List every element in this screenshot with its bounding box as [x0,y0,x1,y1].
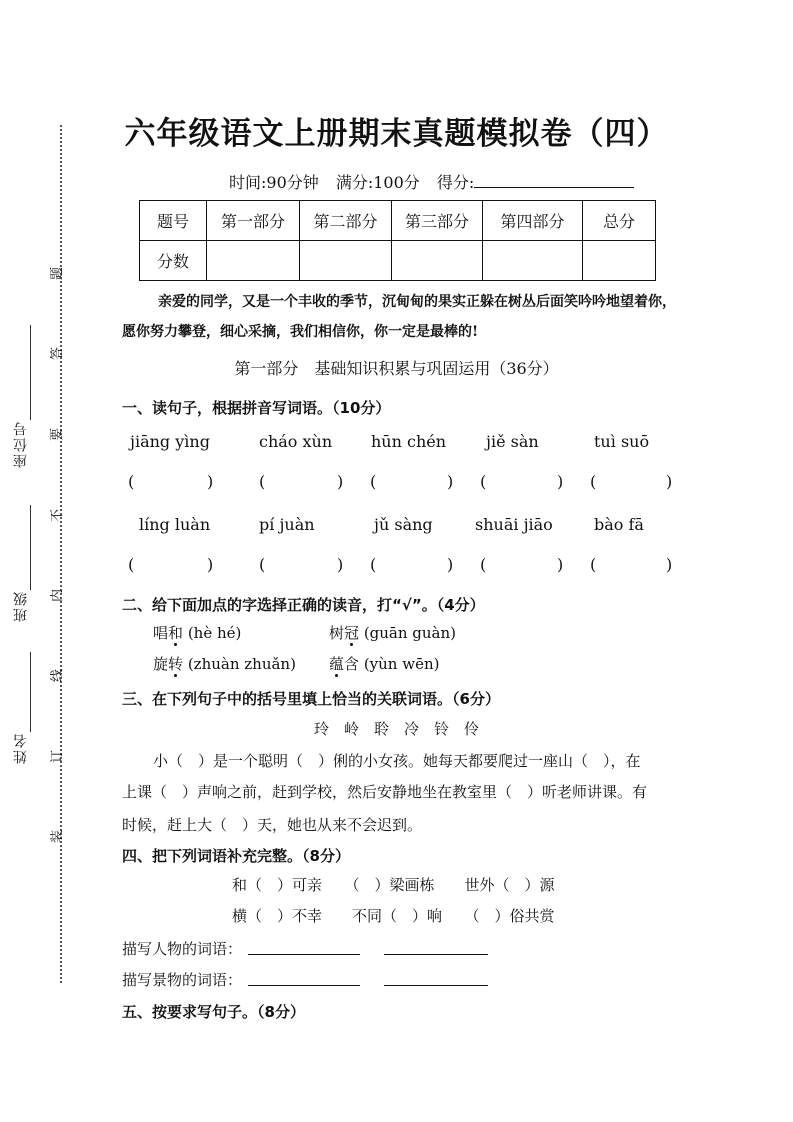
seal-char: 题 [50,266,66,281]
table-header: 题号 [140,201,207,241]
full-score-info: 满分:100分 [335,173,420,192]
score-cell[interactable] [207,241,300,281]
dotted-char: 转 [168,655,184,673]
page-title: 六年级语文上册期末真题模拟卷（四） [124,116,669,152]
name-label: 姓名 [13,732,29,764]
seal-char: 线 [50,668,66,683]
answer-bracket-close[interactable]: ) [337,472,344,491]
score-table-score-row [140,241,656,281]
reading-choice[interactable] [329,622,456,643]
seat-label: 座位号 [13,420,29,468]
answer-bracket-close[interactable]: ) [207,472,214,491]
binding-dotted-line [60,125,62,983]
pinyin-item: bào fā [594,515,644,534]
answer-line[interactable] [248,954,360,955]
people-words-label: 描写人物的词语： [122,940,243,958]
seal-char: 要 [50,427,66,442]
class-label: 班级 [13,590,29,622]
question-3-title: 三、在下列句子中的括号里填上恰当的关联词语。（6分） [122,690,500,708]
score-cell[interactable] [300,241,392,281]
pinyin-options: (zhuàn zhuǎn) [187,655,296,673]
pinyin-options: (yùn wēn) [363,655,440,673]
score-cell[interactable] [392,241,483,281]
table-header: 第三部分 [392,201,483,241]
pinyin-item: líng luàn [139,515,211,534]
idiom-line: 和（ ）可亲 （ ）梁画栋 世外（ ）源 [232,876,555,894]
char: 旋 [153,655,169,673]
seal-char: 订 [50,749,66,764]
answer-bracket-close[interactable]: ) [666,472,673,491]
table-header: 第二部分 [300,201,392,241]
question-5-title: 五、按要求写句子。（8分） [122,1003,305,1021]
char: 唱 [153,624,169,642]
dotted-char: 冠 [344,624,360,642]
pinyin-item: jǔ sàng [374,515,433,534]
table-header: 第四部分 [483,201,583,241]
seal-char: 不 [50,508,66,523]
pinyin-item: jiě sàn [486,432,539,451]
intro-paragraph: 亲爱的同学，又是一个丰收的季节，沉甸甸的果实正躲在树丛后面笑吟吟地望着你，愿你努力攀登，细心采摘，我们相信你，你一定是最棒的! [122,294,676,340]
pinyin-item: pí juàn [259,515,315,534]
table-header: 第一部分 [207,201,300,241]
answer-bracket-open[interactable]: ( [590,472,597,491]
passage-line: 小（ ）是一个聪明（ ）俐的小女孩。她每天都要爬过一座山（ ），在 [153,752,641,770]
answer-bracket-open[interactable]: ( [480,472,487,491]
pinyin-item: tuì suō [594,432,650,451]
answer-bracket-close[interactable]: ) [207,555,214,574]
section-heading: 第一部分 基础知识积累与巩固运用（36分） [234,359,559,378]
row-label: 分数 [140,241,207,281]
exam-info [229,170,646,193]
answer-line[interactable] [248,985,360,986]
score-table-header-row [140,201,656,241]
answer-line[interactable] [384,954,488,955]
answer-bracket-open[interactable]: ( [370,555,377,574]
answer-bracket-close[interactable]: ) [447,472,454,491]
score-label: 得分: [436,173,475,192]
score-table [139,200,656,281]
answer-line[interactable] [384,985,488,986]
score-cell[interactable] [483,241,583,281]
answer-bracket-open[interactable]: ( [480,555,487,574]
score-cell[interactable] [583,241,656,281]
char: 含 [344,655,360,673]
question-4-title: 四、把下列词语补充完整。（8分） [122,847,350,865]
answer-bracket-close[interactable]: ) [337,555,344,574]
answer-bracket-open[interactable]: ( [259,555,266,574]
pinyin-options: (hè hé) [187,624,242,642]
question-1-title: 一、读句子，根据拼音写词语。（10分） [122,399,391,417]
pinyin-item: jiāng yìng [130,432,210,451]
word-bank: 玲 岭 聆 冷 铃 伶 [313,720,479,738]
scenery-words-label: 描写景物的词语： [122,971,243,989]
answer-bracket-close[interactable]: ) [557,555,564,574]
dotted-char: 和 [168,624,184,642]
char: 树 [329,624,345,642]
answer-bracket-open[interactable]: ( [128,472,135,491]
seal-char: 装 [50,829,66,844]
seal-char: 内 [50,588,66,603]
score-blank[interactable] [474,173,634,188]
idiom-line: 横（ ）不幸 不同（ ）响 （ ）俗共赏 [232,907,555,925]
answer-bracket-close[interactable]: ) [557,472,564,491]
time-info: 时间:90分钟 [229,173,319,192]
question-2-title: 二、给下面加点的字选择正确的读音，打“√”。（4分） [122,596,485,614]
answer-bracket-open[interactable]: ( [590,555,597,574]
answer-bracket-open[interactable]: ( [370,472,377,491]
seal-char: 答 [50,346,66,361]
pinyin-item: hūn chén [371,432,447,451]
reading-choice[interactable] [329,653,439,674]
answer-bracket-close[interactable]: ) [666,555,673,574]
passage-line: 上课（ ）声响之前，赶到学校，然后安静地坐在教室里（ ）听老师讲课。有 [122,783,648,801]
pinyin-item: shuāi jiāo [475,515,553,534]
passage-line: 时候，赶上大（ ）天，她也从来不会迟到。 [122,816,423,834]
class-underline[interactable] [30,505,31,590]
table-header: 总分 [583,201,656,241]
pinyin-options: (guān guàn) [363,624,457,642]
answer-bracket-open[interactable]: ( [259,472,266,491]
pinyin-item: cháo xùn [259,432,333,451]
answer-bracket-close[interactable]: ) [447,555,454,574]
dotted-char: 蕴 [329,655,345,673]
reading-choice[interactable] [153,622,241,643]
reading-choice[interactable] [153,653,296,674]
answer-bracket-open[interactable]: ( [128,555,135,574]
